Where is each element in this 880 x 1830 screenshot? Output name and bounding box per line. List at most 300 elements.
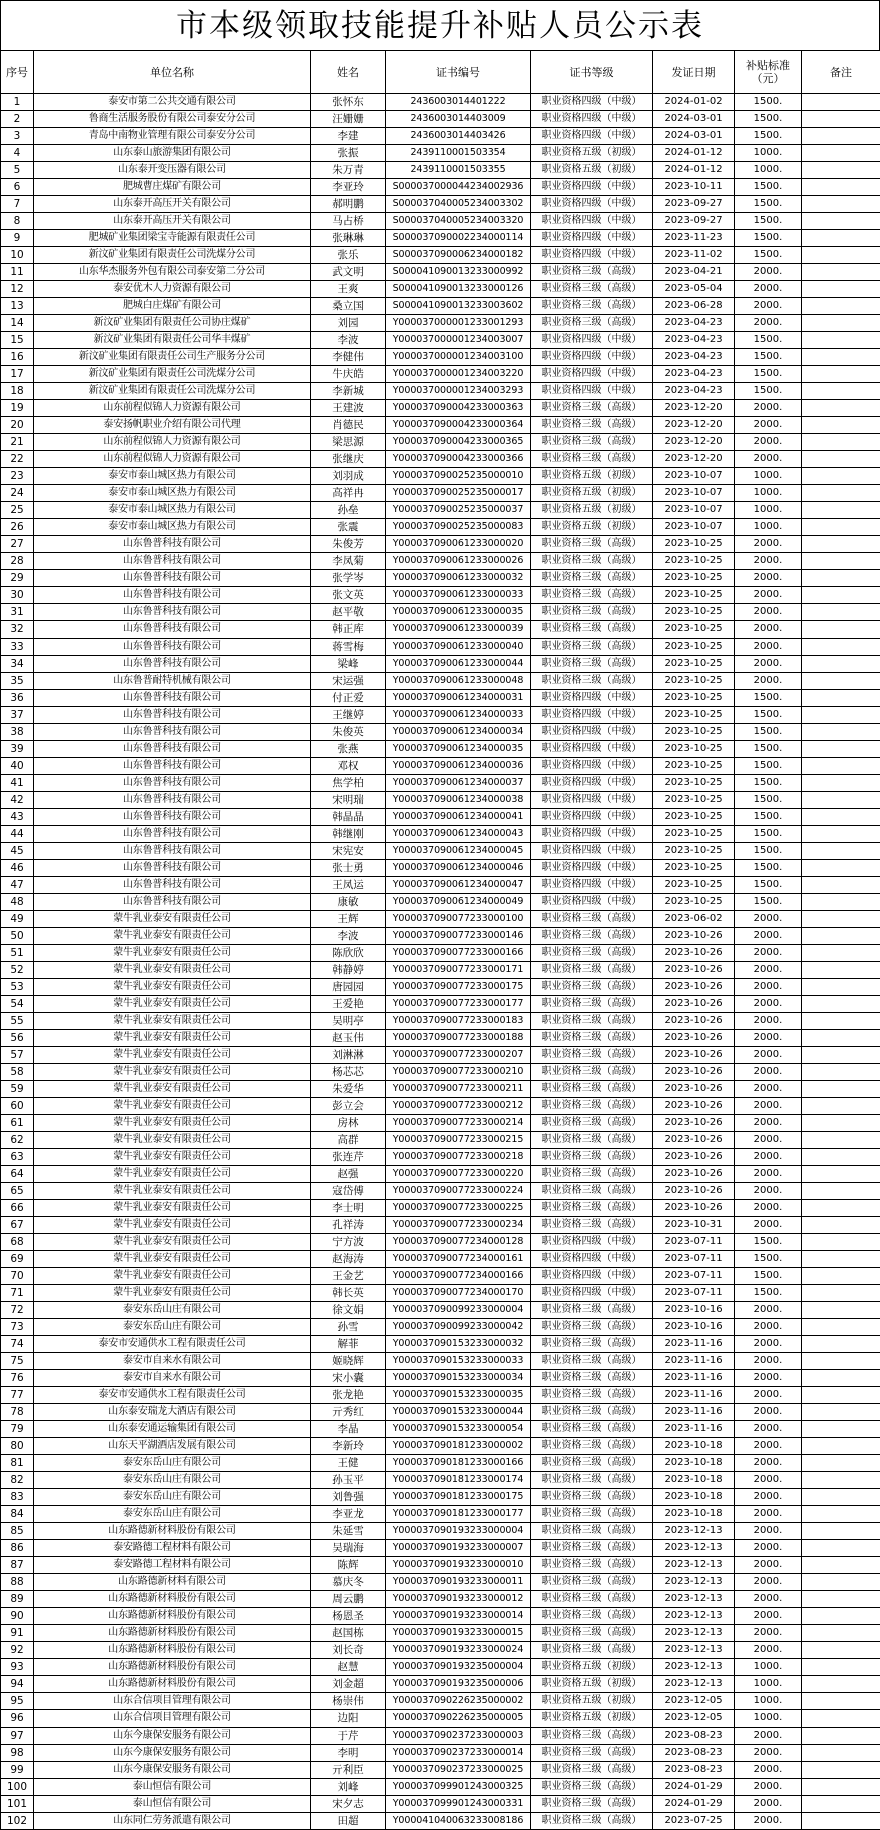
cell-cert-no: Y000037090061234000035	[386, 740, 531, 757]
table-row	[1, 298, 880, 315]
cell-subsidy: 2000.	[735, 400, 802, 417]
cell-seq: 50	[1, 927, 34, 944]
cell-cert-level: 职业资格三级（高级）	[531, 978, 653, 995]
cell-subsidy: 2000.	[735, 1591, 802, 1608]
cell-issue-date: 2023-08-23	[653, 1727, 735, 1744]
cell-name: 李建	[311, 128, 386, 145]
cell-issue-date: 2023-10-25	[653, 536, 735, 553]
table-row	[1, 1557, 880, 1574]
table-row	[1, 1268, 880, 1285]
cell-cert-no: Y000037090061234000038	[386, 791, 531, 808]
cell-cert-level: 职业资格四级（中级）	[531, 689, 653, 706]
cell-name: 杨崇伟	[311, 1693, 386, 1710]
cell-cert-level: 职业资格三级（高级）	[531, 1625, 653, 1642]
cell-name: 李士明	[311, 1200, 386, 1217]
cell-subsidy: 2000.	[735, 1165, 802, 1182]
cell-name: 武文明	[311, 264, 386, 281]
cell-issue-date: 2023-10-25	[653, 706, 735, 723]
cell-seq: 45	[1, 842, 34, 859]
cell-cert-level: 职业资格四级（中级）	[531, 859, 653, 876]
cell-seq: 81	[1, 1455, 34, 1472]
table-row	[1, 1165, 880, 1182]
cell-cert-level: 职业资格三级（高级）	[531, 587, 653, 604]
cell-company: 新汶矿业集团有限责任公司洗煤分公司	[34, 383, 311, 400]
cell-seq: 78	[1, 1404, 34, 1421]
cell-cert-no: Y000037090077233000220	[386, 1165, 531, 1182]
cell-issue-date: 2023-04-23	[653, 383, 735, 400]
table-row	[1, 1795, 880, 1812]
cell-subsidy: 1500.	[735, 94, 802, 111]
cell-subsidy: 2000.	[735, 910, 802, 927]
cell-cert-level: 职业资格三级（高级）	[531, 1148, 653, 1165]
cell-issue-date: 2023-10-25	[653, 791, 735, 808]
cell-name: 汪姗姗	[311, 111, 386, 128]
table-row	[1, 876, 880, 893]
cell-note	[802, 791, 880, 808]
cell-company: 山东泰开高压开关有限公司	[34, 196, 311, 213]
cell-name: 刘园	[311, 315, 386, 332]
cell-name: 姬晓辉	[311, 1353, 386, 1370]
cell-company: 肥城曹庄煤矿有限公司	[34, 179, 311, 196]
cell-cert-no: Y000037090061234000037	[386, 774, 531, 791]
cell-subsidy: 2000.	[735, 655, 802, 672]
cell-note	[802, 893, 880, 910]
cell-company: 蒙牛乳业泰安有限责任公司	[34, 1251, 311, 1268]
cell-seq: 7	[1, 196, 34, 213]
cell-cert-level: 职业资格三级（高级）	[531, 417, 653, 434]
cell-note	[802, 1080, 880, 1097]
cell-name: 刘峰	[311, 1778, 386, 1795]
cell-name: 朱万青	[311, 162, 386, 179]
cell-issue-date: 2024-03-01	[653, 111, 735, 128]
table-row	[1, 638, 880, 655]
cell-note	[802, 196, 880, 213]
cell-note	[802, 230, 880, 247]
cell-subsidy: 1000.	[735, 162, 802, 179]
cell-company: 蒙牛乳业泰安有限责任公司	[34, 978, 311, 995]
table-row	[1, 1574, 880, 1591]
cell-company: 新汶矿业集团有限责任公司洗煤分公司	[34, 247, 311, 264]
cell-seq: 92	[1, 1642, 34, 1659]
cell-seq: 2	[1, 111, 34, 128]
cell-name: 刘鲁强	[311, 1489, 386, 1506]
cell-name: 孙雪	[311, 1319, 386, 1336]
cell-company: 山东今康保安服务有限公司	[34, 1744, 311, 1761]
cell-seq: 49	[1, 910, 34, 927]
cell-company: 山东鲁普科技有限公司	[34, 655, 311, 672]
cell-note	[802, 1489, 880, 1506]
cell-cert-no: Y000037090025235000037	[386, 502, 531, 519]
cell-subsidy: 2000.	[735, 417, 802, 434]
cell-issue-date: 2023-10-25	[653, 757, 735, 774]
cell-cert-level: 职业资格三级（高级）	[531, 1063, 653, 1080]
cell-seq: 44	[1, 825, 34, 842]
cell-seq: 11	[1, 264, 34, 281]
cell-cert-no: Y000037090077234000170	[386, 1285, 531, 1302]
cell-name: 张琳琳	[311, 230, 386, 247]
cell-cert-level: 职业资格三级（高级）	[531, 927, 653, 944]
cell-seq: 37	[1, 706, 34, 723]
table-row	[1, 281, 880, 298]
cell-cert-level: 职业资格三级（高级）	[531, 1455, 653, 1472]
cell-seq: 89	[1, 1591, 34, 1608]
cell-name: 宋运强	[311, 672, 386, 689]
cell-note	[802, 1063, 880, 1080]
table-row	[1, 1251, 880, 1268]
cell-issue-date: 2023-11-16	[653, 1370, 735, 1387]
table-row	[1, 383, 880, 400]
cell-name: 梁峰	[311, 655, 386, 672]
cell-seq: 61	[1, 1114, 34, 1131]
cell-issue-date: 2023-10-11	[653, 179, 735, 196]
cell-note	[802, 723, 880, 740]
cell-issue-date: 2023-07-11	[653, 1234, 735, 1251]
cell-note	[802, 468, 880, 485]
cell-subsidy: 1500.	[735, 1268, 802, 1285]
table-row	[1, 825, 880, 842]
cell-cert-no: Y000037090193235000004	[386, 1659, 531, 1676]
cell-seq: 86	[1, 1540, 34, 1557]
cell-issue-date: 2023-10-25	[653, 604, 735, 621]
cell-cert-no: Y000037090153233000054	[386, 1421, 531, 1438]
cell-note	[802, 1319, 880, 1336]
cell-company: 蒙牛乳业泰安有限责任公司	[34, 1285, 311, 1302]
cell-name: 宋宪安	[311, 842, 386, 859]
cell-cert-no: Y000037090193233000010	[386, 1557, 531, 1574]
cell-note	[802, 128, 880, 145]
cell-note	[802, 111, 880, 128]
cell-issue-date: 2023-10-25	[653, 876, 735, 893]
cell-name: 刘长奇	[311, 1642, 386, 1659]
cell-name: 王健	[311, 1455, 386, 1472]
cell-cert-level: 职业资格三级（高级）	[531, 1557, 653, 1574]
cell-issue-date: 2023-10-25	[653, 621, 735, 638]
table-row	[1, 1625, 880, 1642]
cell-name: 张继庆	[311, 451, 386, 468]
cell-company: 蒙牛乳业泰安有限责任公司	[34, 1217, 311, 1234]
cell-seq: 1	[1, 94, 34, 111]
cell-name: 王金艺	[311, 1268, 386, 1285]
cell-note	[802, 1165, 880, 1182]
cell-issue-date: 2023-10-26	[653, 944, 735, 961]
cell-cert-level: 职业资格三级（高级）	[531, 1319, 653, 1336]
table-row	[1, 944, 880, 961]
cell-issue-date: 2023-12-13	[653, 1557, 735, 1574]
cell-company: 肥城白庄煤矿有限公司	[34, 298, 311, 315]
cell-subsidy: 2000.	[735, 1029, 802, 1046]
cell-note	[802, 451, 880, 468]
table-row	[1, 978, 880, 995]
cell-cert-level: 职业资格四级（中级）	[531, 1268, 653, 1285]
cell-company: 泰安东岳山庄有限公司	[34, 1472, 311, 1489]
cell-cert-no: Y000037090193233000014	[386, 1608, 531, 1625]
cell-subsidy: 1500.	[735, 332, 802, 349]
cell-note	[802, 604, 880, 621]
cell-seq: 66	[1, 1200, 34, 1217]
table-row	[1, 1642, 880, 1659]
cell-cert-no: Y000037090193233000024	[386, 1642, 531, 1659]
cell-subsidy: 2000.	[735, 1404, 802, 1421]
cell-company: 山东鲁普耐特机械有限公司	[34, 672, 311, 689]
table-row	[1, 213, 880, 230]
cell-cert-no: Y000037090077234000161	[386, 1251, 531, 1268]
cell-company: 山东鲁普科技有限公司	[34, 621, 311, 638]
cell-cert-no: S000037040005234003302	[386, 196, 531, 213]
cell-issue-date: 2024-01-12	[653, 145, 735, 162]
cell-cert-level: 职业资格四级（中级）	[531, 740, 653, 757]
cell-issue-date: 2023-10-25	[653, 774, 735, 791]
cell-name: 韩长英	[311, 1285, 386, 1302]
cell-issue-date: 2023-06-28	[653, 298, 735, 315]
cell-note	[802, 1336, 880, 1353]
cell-note	[802, 1727, 880, 1744]
cell-cert-no: Y000037090099233000004	[386, 1302, 531, 1319]
cell-company: 泰安路德工程材料有限公司	[34, 1540, 311, 1557]
cell-name: 解菲	[311, 1336, 386, 1353]
cell-cert-no: Y000037090061233000044	[386, 655, 531, 672]
cell-seq: 16	[1, 349, 34, 366]
cell-cert-level: 职业资格四级（中级）	[531, 706, 653, 723]
cell-subsidy: 2000.	[735, 1727, 802, 1744]
cell-cert-no: Y000037090077233000210	[386, 1063, 531, 1080]
table-row	[1, 417, 880, 434]
cell-issue-date: 2023-12-05	[653, 1693, 735, 1710]
cell-cert-no: Y000037090061234000031	[386, 689, 531, 706]
cell-seq: 14	[1, 315, 34, 332]
cell-cert-level: 职业资格三级（高级）	[531, 1812, 653, 1829]
table-row	[1, 1012, 880, 1029]
table-row	[1, 808, 880, 825]
table-row	[1, 1727, 880, 1744]
cell-seq: 85	[1, 1523, 34, 1540]
cell-subsidy: 1500.	[735, 349, 802, 366]
cell-subsidy: 2000.	[735, 1097, 802, 1114]
cell-issue-date: 2023-09-27	[653, 213, 735, 230]
cell-name: 赵慧	[311, 1659, 386, 1676]
cell-note	[802, 349, 880, 366]
cell-subsidy: 1500.	[735, 893, 802, 910]
cell-name: 朱延雪	[311, 1523, 386, 1540]
header-seq: 序号	[1, 51, 34, 94]
cell-company: 泰安市安通供水工程有限责任公司	[34, 1336, 311, 1353]
cell-issue-date: 2023-10-18	[653, 1438, 735, 1455]
cell-issue-date: 2024-01-02	[653, 94, 735, 111]
table-row	[1, 366, 880, 383]
cell-company: 蒙牛乳业泰安有限责任公司	[34, 1114, 311, 1131]
cell-name: 杨芯芯	[311, 1063, 386, 1080]
cell-company: 山东前程似锦人力资源有限公司	[34, 400, 311, 417]
cell-issue-date: 2023-10-25	[653, 842, 735, 859]
table-row	[1, 485, 880, 502]
cell-issue-date: 2023-10-25	[653, 689, 735, 706]
table-row	[1, 587, 880, 604]
cell-name: 宁方波	[311, 1234, 386, 1251]
cell-cert-level: 职业资格四级（中级）	[531, 230, 653, 247]
cell-seq: 43	[1, 808, 34, 825]
table-row	[1, 1676, 880, 1693]
cell-issue-date: 2023-10-26	[653, 1080, 735, 1097]
cell-issue-date: 2023-10-31	[653, 1217, 735, 1234]
cell-cert-level: 职业资格三级（高级）	[531, 1506, 653, 1523]
cell-name: 刘羽成	[311, 468, 386, 485]
cell-company: 蒙牛乳业泰安有限责任公司	[34, 1148, 311, 1165]
cell-note	[802, 417, 880, 434]
cell-cert-level: 职业资格四级（中级）	[531, 808, 653, 825]
cell-cert-level: 职业资格三级（高级）	[531, 1200, 653, 1217]
cell-cert-level: 职业资格四级（中级）	[531, 383, 653, 400]
table-row	[1, 1029, 880, 1046]
cell-cert-no: Y000037090099233000042	[386, 1319, 531, 1336]
cell-note	[802, 1472, 880, 1489]
cell-cert-level: 职业资格四级（中级）	[531, 247, 653, 264]
table-row	[1, 1183, 880, 1200]
cell-cert-no: S000037090002234000114	[386, 230, 531, 247]
cell-subsidy: 2000.	[735, 1046, 802, 1063]
table-row	[1, 247, 880, 264]
cell-seq: 52	[1, 961, 34, 978]
cell-note	[802, 1625, 880, 1642]
table-row	[1, 961, 880, 978]
cell-seq: 31	[1, 604, 34, 621]
cell-company: 山东今康保安服务有限公司	[34, 1727, 311, 1744]
cell-issue-date: 2023-10-16	[653, 1319, 735, 1336]
cell-company: 山东前程似锦人力资源有限公司	[34, 434, 311, 451]
cell-issue-date: 2023-05-04	[653, 281, 735, 298]
cell-note	[802, 179, 880, 196]
cell-cert-level: 职业资格三级（高级）	[531, 281, 653, 298]
table-row	[1, 859, 880, 876]
cell-company: 蒙牛乳业泰安有限责任公司	[34, 995, 311, 1012]
cell-seq: 83	[1, 1489, 34, 1506]
cell-cert-no: Y000037090061233000020	[386, 536, 531, 553]
cell-issue-date: 2023-11-16	[653, 1421, 735, 1438]
cell-seq: 91	[1, 1625, 34, 1642]
cell-cert-level: 职业资格三级（高级）	[531, 1387, 653, 1404]
cell-subsidy: 2000.	[735, 927, 802, 944]
cell-note	[802, 927, 880, 944]
cell-cert-no: Y000037090025235000010	[386, 468, 531, 485]
cell-company: 蒙牛乳业泰安有限责任公司	[34, 1234, 311, 1251]
subsidy-table	[0, 50, 880, 1830]
cell-seq: 74	[1, 1336, 34, 1353]
cell-company: 山东鲁普科技有限公司	[34, 706, 311, 723]
cell-subsidy: 2000.	[735, 451, 802, 468]
cell-issue-date: 2023-12-13	[653, 1523, 735, 1540]
cell-company: 泰安市自来水有限公司	[34, 1370, 311, 1387]
cell-subsidy: 1000.	[735, 519, 802, 536]
table-row	[1, 332, 880, 349]
cell-note	[802, 332, 880, 349]
cell-note	[802, 740, 880, 757]
cell-issue-date: 2023-11-02	[653, 247, 735, 264]
cell-company: 蒙牛乳业泰安有限责任公司	[34, 1131, 311, 1148]
cell-note	[802, 1217, 880, 1234]
cell-subsidy: 1500.	[735, 1251, 802, 1268]
cell-cert-no: Y000037090061234000043	[386, 825, 531, 842]
cell-issue-date: 2023-06-02	[653, 910, 735, 927]
cell-subsidy: 2000.	[735, 264, 802, 281]
table-row	[1, 94, 880, 111]
cell-cert-level: 职业资格三级（高级）	[531, 1353, 653, 1370]
cell-issue-date: 2023-10-25	[653, 587, 735, 604]
cell-name: 王爱艳	[311, 995, 386, 1012]
cell-name: 牛庆皓	[311, 366, 386, 383]
cell-seq: 51	[1, 944, 34, 961]
table-row	[1, 1455, 880, 1472]
table-row	[1, 774, 880, 791]
table-row	[1, 706, 880, 723]
cell-company: 新汶矿业集团有限责任公司生产服务分公司	[34, 349, 311, 366]
cell-company: 新汶矿业集团有限责任公司华丰煤矿	[34, 332, 311, 349]
cell-cert-level: 职业资格三级（高级）	[531, 1080, 653, 1097]
cell-subsidy: 2000.	[735, 553, 802, 570]
cell-subsidy: 1000.	[735, 502, 802, 519]
cell-cert-no: Y000037090077233000224	[386, 1183, 531, 1200]
cell-name: 韩正库	[311, 621, 386, 638]
cell-cert-level: 职业资格三级（高级）	[531, 1489, 653, 1506]
table-row	[1, 1472, 880, 1489]
cell-subsidy: 2000.	[735, 1183, 802, 1200]
cell-note	[802, 1097, 880, 1114]
cell-cert-level: 职业资格三级（高级）	[531, 672, 653, 689]
cell-cert-level: 职业资格五级（初级）	[531, 1693, 653, 1710]
cell-cert-level: 职业资格四级（中级）	[531, 791, 653, 808]
cell-subsidy: 2000.	[735, 978, 802, 995]
cell-name: 李晶	[311, 1421, 386, 1438]
cell-cert-no: Y000037090004233000366	[386, 451, 531, 468]
cell-company: 山东鲁普科技有限公司	[34, 740, 311, 757]
cell-note	[802, 842, 880, 859]
cell-cert-no: Y000037090061234000049	[386, 893, 531, 910]
cell-cert-no: Y000037090077233000215	[386, 1131, 531, 1148]
cell-subsidy: 2000.	[735, 621, 802, 638]
cell-note	[802, 366, 880, 383]
cell-note	[802, 1778, 880, 1795]
cell-name: 焦学柏	[311, 774, 386, 791]
cell-seq: 77	[1, 1387, 34, 1404]
cell-company: 蒙牛乳业泰安有限责任公司	[34, 927, 311, 944]
cell-cert-level: 职业资格三级（高级）	[531, 1217, 653, 1234]
cell-seq: 36	[1, 689, 34, 706]
cell-name: 孙垒	[311, 502, 386, 519]
cell-cert-no: Y000037090077233000225	[386, 1200, 531, 1217]
cell-company: 山东华杰服务外包有限公司泰安第二分公司	[34, 264, 311, 281]
cell-seq: 99	[1, 1761, 34, 1778]
cell-cert-no: Y000037090193233000007	[386, 1540, 531, 1557]
table-row	[1, 723, 880, 740]
cell-issue-date: 2023-10-25	[653, 859, 735, 876]
cell-subsidy: 2000.	[735, 995, 802, 1012]
cell-issue-date: 2023-10-26	[653, 1097, 735, 1114]
cell-cert-level: 职业资格三级（高级）	[531, 1472, 653, 1489]
cell-cert-no: Y000037090077233000211	[386, 1080, 531, 1097]
cell-subsidy: 1500.	[735, 1234, 802, 1251]
cell-company: 蒙牛乳业泰安有限责任公司	[34, 1046, 311, 1063]
cell-note	[802, 876, 880, 893]
cell-name: 宋小囊	[311, 1370, 386, 1387]
cell-seq: 9	[1, 230, 34, 247]
cell-note	[802, 570, 880, 587]
cell-cert-no: Y000037090004233000364	[386, 417, 531, 434]
cell-name: 赵强	[311, 1165, 386, 1182]
table-row	[1, 502, 880, 519]
cell-subsidy: 1500.	[735, 825, 802, 842]
cell-subsidy: 1000.	[735, 1710, 802, 1727]
table-row	[1, 1659, 880, 1676]
table-row	[1, 1421, 880, 1438]
cell-subsidy: 1500.	[735, 230, 802, 247]
cell-note	[802, 1251, 880, 1268]
